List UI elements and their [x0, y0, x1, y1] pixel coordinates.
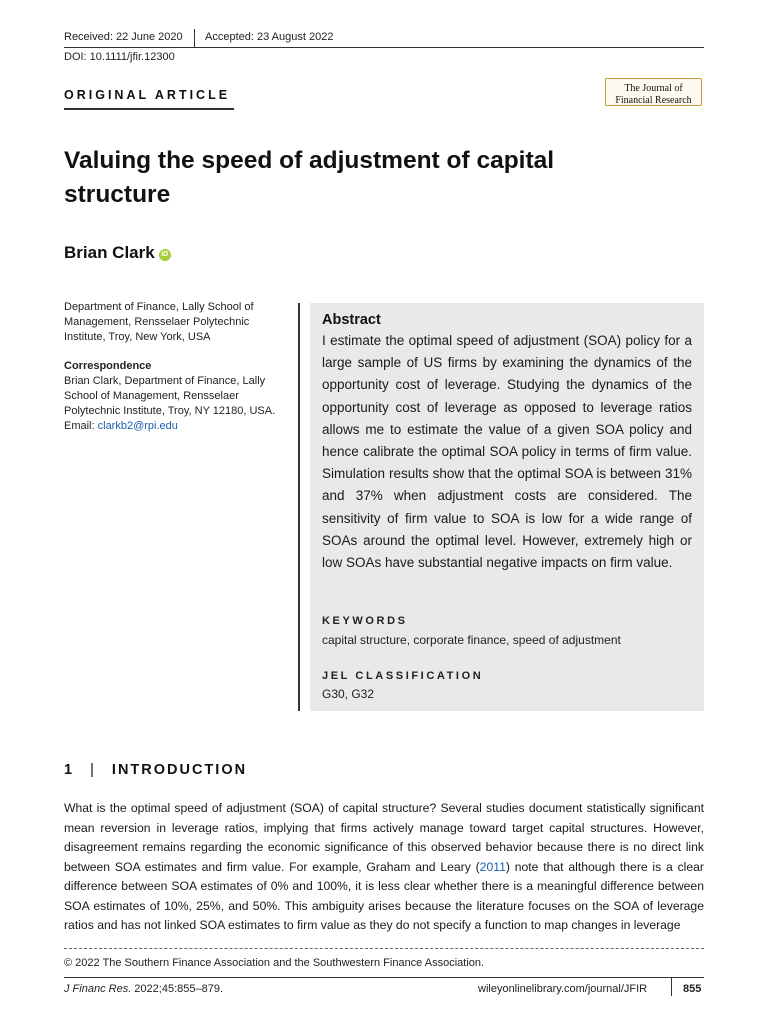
- footer-dotted-rule: [64, 948, 704, 949]
- intro-text-part1: What is the optimal speed of adjustment (SOA) of capital structure? Several studies document statistically significant mean reversion in leverage ratios, implying that firms actively manage toward target capital structures. However, disagreement remains regarding the economic significance of this observed behavior because there is no direct link between SOA estimates and firm value. For example, Graham and Leary (: [64, 801, 704, 874]
- journal-logo-line2: Financial Research: [615, 95, 692, 106]
- jel-heading: JEL CLASSIFICATION: [322, 670, 484, 682]
- author-name-line: [64, 243, 171, 263]
- journal-url[interactable]: wileyonlinelibrary.com/journal/JFIR: [478, 983, 648, 995]
- abstract-divider: [298, 303, 300, 711]
- section-title: INTRODUCTION: [111, 762, 248, 778]
- abstract-heading: Abstract: [322, 312, 381, 328]
- article-type: ORIGINAL ARTICLE: [64, 88, 231, 102]
- email-label: Email:: [64, 420, 95, 432]
- jel-codes: G30, G32: [322, 687, 375, 701]
- doi: DOI: 10.1111/jfir.12300: [64, 51, 175, 63]
- received-date: Received: 22 June 2020: [64, 31, 183, 43]
- page-number-divider: [671, 978, 672, 996]
- article-title: Valuing the speed of adjustment of capital structure: [64, 147, 555, 208]
- orcid-icon[interactable]: iD: [159, 249, 171, 261]
- correspondence-label: Correspondence: [64, 360, 152, 372]
- journal-logo: [605, 78, 702, 106]
- article-type-underline: [64, 108, 234, 110]
- citation-journal: J Financ Res.: [64, 983, 132, 995]
- journal-logo-line1: The Journal of: [624, 83, 683, 94]
- department: Department of Finance, Lally School of Management, Rensselaer Polytechnic Institute, Troy, New York, USA: [64, 301, 254, 343]
- section-heading: [64, 762, 247, 778]
- page-number: 855: [683, 983, 702, 995]
- abstract-text: I estimate the optimal speed of adjustment (SOA) policy for a large sample of US firms by examining the dynamics of the opportunity cost of leverage. Studying the dynamics of the opportunity cost of leverage as opposed to leverage ratios allows me to estimate the value of a given SOA policy and hence calibrate the optimal SOA policy in terms of firm value. Simulation results show that the optimal SOA is between 31% and 37% when adjustment costs are considered. The sensitivity of firm value to SOA is low for a wide range of SOAs around the optimal level. However, extremely high or low SOAs have substantial negative impacts on firm value.: [322, 333, 692, 571]
- section-number: 1: [64, 762, 75, 778]
- header-divider: [194, 29, 195, 47]
- author-name[interactable]: Brian Clark: [64, 243, 155, 262]
- email-line: [64, 419, 286, 434]
- introduction-paragraph: [64, 799, 704, 936]
- accepted-date: Accepted: 23 August 2022: [205, 31, 334, 43]
- section-separator: |: [90, 762, 96, 778]
- copyright: © 2022 The Southern Finance Association and the Southwestern Finance Association.: [64, 957, 485, 969]
- citation: [64, 983, 223, 995]
- intro-text-part2: ) note that although there is a clear difference between SOA estimates of 0% and 100%, it is less clear whether there is a meaningful difference between SOA estimates of 10%, 25%, and 50%. This ambiguity arises because the literature focuses on the SOA of leverage ratios and has not linked SOA estimates to firm value as they do not specify a function to map changes in leverage: [64, 859, 704, 932]
- footer-rule: [64, 977, 704, 978]
- affiliation: [64, 300, 286, 434]
- email-link[interactable]: clarkb2@rpi.edu: [97, 420, 178, 432]
- keywords: capital structure, corporate finance, speed of adjustment: [322, 633, 621, 647]
- citation-details: 2022;45:855–879.: [131, 983, 224, 995]
- header-rule: [64, 47, 704, 48]
- correspondence-text: Brian Clark, Department of Finance, Lally School of Management, Rensselaer Polytechnic Institute, Troy, NY 12180, USA.: [64, 375, 276, 417]
- citation-link[interactable]: 2011: [479, 859, 506, 874]
- abstract-box: [310, 303, 704, 711]
- keywords-heading: KEYWORDS: [322, 615, 408, 627]
